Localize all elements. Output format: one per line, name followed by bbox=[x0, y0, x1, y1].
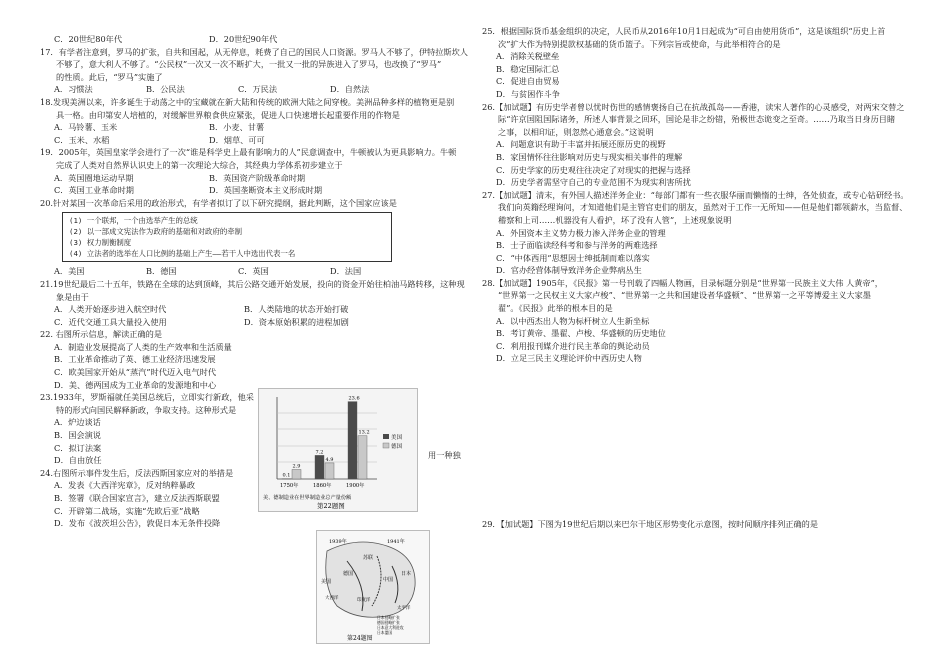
q17-stem-line: 不够了，意大利人不够了。“公民权”一次又一次不断扩大，一批又一批的异族进入了罗马，也改换了“罗马” bbox=[56, 59, 442, 70]
q16-options bbox=[40, 33, 470, 46]
option[interactable]: A．美国 bbox=[54, 266, 85, 277]
q19-stem-line: 完成了人类对自然界认识史上的第一次理论大综合，其经典力学体系初步建立于 bbox=[56, 159, 343, 170]
legend-item: 日本盟国 bbox=[377, 630, 393, 635]
chart-caption: 第22题图 bbox=[317, 502, 345, 510]
q19-options bbox=[40, 172, 470, 185]
bar-value-label: 0.1 bbox=[282, 472, 291, 479]
q26-stem-line: 际“许京国阻国际诸务，所述人事背景之回环，国论是非之纷错，殆极世态诡变之至奇。……乃取当日身历目睹 bbox=[498, 114, 896, 125]
option[interactable]: B．小麦、甘薯 bbox=[209, 122, 265, 133]
option[interactable]: B．考订黄帝、墨翟、卢梭、华盛顿的历史地位 bbox=[496, 328, 666, 339]
option[interactable]: B．公民法 bbox=[146, 84, 185, 95]
q21-stem: 21.19世纪最后二十五年，铁路在全球的达到顶峰，其后公路交通开始发展，投向的资金开始往柏油马路转移，这种现 bbox=[40, 278, 465, 289]
bar-value-label: 13.2 bbox=[358, 429, 370, 436]
option[interactable]: C．近代交通工具大量投入使用 bbox=[54, 316, 167, 327]
x-tick-label: 1860年 bbox=[313, 483, 332, 489]
outline-line: (1) 一个联邦，一个由选举产生的总统 bbox=[69, 216, 198, 226]
option[interactable]: D．官办经营体制导致洋务企业弊病丛生 bbox=[496, 265, 642, 276]
option[interactable]: C．拟订法案 bbox=[54, 442, 102, 453]
q24-map-figure bbox=[316, 530, 430, 644]
map-label: 中国 bbox=[383, 577, 394, 583]
q27-stem: 27.【加试题】清末，有外国人描述洋务企业：“每部门都有一些衣服华丽而懒惰的士绅，各处侦查，或专心钻研经书。 bbox=[482, 189, 909, 200]
map-label: 大西洋 bbox=[325, 596, 339, 601]
outline-line: (4) 立法者的选举在人口比例的基础上产生——若干人中选出代表一名 bbox=[69, 249, 296, 259]
option[interactable]: C．万民法 bbox=[238, 84, 278, 95]
option[interactable]: B．家国情怀往往影响对历史与现实相关事件的理解 bbox=[496, 151, 683, 162]
q28-stem: 28.【加试题】1905年，《民报》第一号刊载了四幅人物画，目录标题分别是“世界第一民族主义大伟 人黄帝”， bbox=[482, 277, 883, 288]
option[interactable]: B．英国资产阶级革命时期 bbox=[209, 172, 306, 183]
map-label: 1939年 bbox=[329, 539, 347, 545]
q28-stem-line: “世界第一之民权主义大家卢梭”、“世界第一之共和国建设者华盛顿”、“世界第一之平等博爱主义大家墨 bbox=[498, 290, 871, 301]
option[interactable]: D．自然法 bbox=[330, 84, 370, 95]
option[interactable]: C．“中体西用”思想因士绅抵制而难以落实 bbox=[496, 252, 650, 263]
option[interactable]: D．自由放任 bbox=[54, 455, 102, 466]
option[interactable]: C．20世纪80年代 bbox=[54, 34, 123, 44]
option[interactable]: D．烟草、可可 bbox=[209, 134, 265, 145]
q23-stem: 23.1933年，罗斯福就任美国总统后，立即实行新政，他采 bbox=[40, 392, 254, 403]
map-label: 1941年 bbox=[387, 539, 405, 545]
legend-item: 日本意大利进攻 bbox=[377, 625, 404, 630]
option[interactable]: B．工业革命推动了英、德工业经济迅速发展 bbox=[54, 354, 216, 365]
option[interactable]: C．英国 bbox=[238, 266, 269, 277]
q17-stem: 17．有学者注意到，罗马的扩张，自共和国起，从无停息，耗费了自己的国民人口资源。罗马人不够了，伊特拉斯坎人 bbox=[40, 46, 468, 57]
q18-options bbox=[40, 121, 470, 134]
q22-chart-figure bbox=[258, 388, 418, 512]
bar-value-label: 2.9 bbox=[292, 463, 301, 470]
q23-stem-line: 特的形式向国民解释新政，争取支持。这种形式是 bbox=[56, 404, 237, 415]
q24-war-map bbox=[317, 531, 429, 643]
option[interactable]: D．立足三民主义理论评价中西历史人物 bbox=[496, 353, 642, 364]
q27-stem-line: 稽察和上司……机器没有人看护，坏了没有人管”，上述现象说明 bbox=[498, 214, 732, 225]
bar-us-2 bbox=[348, 402, 357, 479]
q19-stem: 19．2005年，英国皇家学会进行了一次“谁是科学史上最有影响力的人”民意调查中，牛顿被认为更具影响力。牛顿 bbox=[40, 147, 457, 158]
q17-stem-line: 的性质。此后，“罗马”实施了 bbox=[56, 71, 163, 82]
option[interactable]: D．与贫困作斗争 bbox=[496, 88, 560, 99]
option[interactable]: B．国会演说 bbox=[54, 430, 101, 441]
option[interactable]: D．英国垄断资本主义形成时期 bbox=[209, 185, 323, 196]
chart-caption-top: 美、德制造业在世界制造业总产量份额 bbox=[263, 495, 352, 501]
q18-options-2 bbox=[40, 134, 470, 147]
right-column bbox=[482, 0, 922, 365]
outline-line: (2) 以一部成文宪法作为政府的基础和对政府的牵制 bbox=[69, 227, 243, 237]
option[interactable]: D．发布《波茨坦公告》，敦促日本无条件投降 bbox=[54, 518, 221, 529]
map-label: 太平洋 bbox=[397, 606, 411, 611]
x-tick-label: 1900年 bbox=[346, 483, 365, 489]
q22-bar-chart bbox=[259, 389, 417, 511]
q28-stem-line: 翟”。《民报》此举的根本目的是 bbox=[498, 303, 613, 314]
option[interactable]: B．德国 bbox=[146, 266, 177, 277]
q24-stem: 24.右图所示事件发生后，反法西斯国家应对的举措是 bbox=[40, 467, 234, 478]
q27-stem-line: 我们向英籍经理询问，才知道他们是主管官吏们的朋友，虽然对于工作一无所知——但是他们都领薪水，当监督、 bbox=[498, 202, 908, 213]
option[interactable]: A．习惯法 bbox=[54, 84, 93, 95]
q26-stem-line: 之事，以相印证，则忽然心通意会。”这说明 bbox=[498, 126, 654, 137]
option[interactable]: C．英国工业革命时期 bbox=[54, 185, 134, 196]
bar-de-0 bbox=[292, 469, 301, 479]
q25-stem-line: 次”扩大作为特别提款权基础的货币篮子。下列宗旨或使命，与此举相符合的是 bbox=[498, 38, 781, 49]
option[interactable]: C．利用报刊媒介进行民主革命的舆论动员 bbox=[496, 340, 650, 351]
legend-item: 日本侵略扩张 bbox=[377, 615, 400, 620]
legend-us: 美国 bbox=[391, 435, 403, 441]
bar-value-label: 7.2 bbox=[315, 449, 324, 456]
map-caption: 第24题图 bbox=[347, 635, 373, 642]
option[interactable]: A．炉边谈话 bbox=[54, 417, 101, 428]
q17-options bbox=[40, 83, 470, 96]
q19-options-2 bbox=[40, 184, 470, 197]
q20-outline-box bbox=[62, 212, 392, 262]
legend-item: 德国侵略扩张 bbox=[377, 620, 400, 625]
option[interactable]: B．签署《联合国家宣言》，建立反法西斯联盟 bbox=[54, 493, 220, 503]
option[interactable]: D．法国 bbox=[330, 266, 362, 277]
option[interactable]: A．发表《大西洋宪章》，反对纳粹暴政 bbox=[54, 480, 196, 491]
bar-value-label: 4.9 bbox=[325, 456, 334, 463]
bar-us-1 bbox=[315, 455, 324, 479]
q18-stem: 18.发现美洲以来，许多诞生于动荡之中的宝藏就在新大陆和传统的欧洲大陆之间穿梭。美洲品种多样的植物更是别 bbox=[40, 96, 455, 107]
q29-stem: 29．【加试题】下图为19世纪后期以来巴尔干地区形势变化示意图，按时间顺序排列正确的是 bbox=[482, 519, 819, 529]
option[interactable]: C．促进自由贸易 bbox=[496, 76, 560, 87]
bar-de-1 bbox=[325, 463, 334, 479]
legend-swatch-de bbox=[383, 443, 389, 448]
legend-de: 德国 bbox=[391, 444, 403, 450]
option[interactable]: A．问题意识有助于丰富并拓展还原历史的视野 bbox=[496, 139, 666, 150]
q21-stem-line: 象是由于 bbox=[56, 291, 89, 302]
q20-options bbox=[40, 265, 470, 278]
q21-options-2 bbox=[40, 316, 470, 329]
map-label: 日本 bbox=[401, 571, 412, 577]
option[interactable]: C．欧美国家开始从“蒸汽”时代迈入电气时代 bbox=[54, 367, 217, 378]
option[interactable]: A．马铃薯、玉米 bbox=[54, 122, 118, 133]
bar-value-label: 23.6 bbox=[348, 395, 360, 402]
option[interactable]: C．历史学家的历史观往往决定了对现实的把握与选择 bbox=[496, 164, 691, 175]
outline-line: (3) 权力制衡制度 bbox=[69, 238, 132, 248]
option[interactable]: A．以中西杰出人物为标杆树立人生新坐标 bbox=[496, 315, 650, 326]
option[interactable]: B．稳定国际汇总 bbox=[496, 63, 560, 74]
q25-stem: 25．根据国际货币基金组织的决定，人民币从2016年10月1日起成为“可自由使用货币”，这是该组织“历史上首 bbox=[482, 26, 886, 36]
q20-stem: 20.针对某国一次革命后采用的政治形式，有学者拟订了以下研究提纲，据此判断，这个国家应该是 bbox=[40, 197, 397, 208]
q22-stem: 22. 右图所示信息，解读正确的是 bbox=[40, 329, 163, 340]
bar-de-2 bbox=[358, 436, 367, 479]
option[interactable]: C．开辟第二战场，实施“先欧后亚”战略 bbox=[54, 505, 200, 516]
map-label: 苏联 bbox=[363, 555, 374, 561]
map-label: 印度洋 bbox=[357, 598, 371, 603]
q26-stem: 26.【加试题】有历史学者曾以忧时伤世的感情褒扬自己在抗战孤岛——香港，读宋人著作的心灵感受，对两宋交替之 bbox=[482, 101, 905, 112]
map-label: 美国 bbox=[321, 579, 332, 585]
option[interactable]: D．历史学者需坚守自己的专业范围不为现实利害所扰 bbox=[496, 177, 691, 188]
option[interactable]: C．玉米、水稻 bbox=[54, 134, 110, 145]
option[interactable]: B．人类陆地的状态开始打破 bbox=[244, 304, 349, 315]
option[interactable]: B．士子面临读经科考和参与洋务的两难选择 bbox=[496, 240, 658, 251]
option[interactable]: D．美、德两国成为工业革命的发源地和中心 bbox=[54, 379, 217, 390]
q23-stem-tail: 用一种独 bbox=[428, 450, 461, 460]
legend-swatch-us bbox=[383, 434, 389, 439]
option[interactable]: A．外国资本主义势力极力渗入洋务企业的管理 bbox=[496, 227, 666, 238]
option[interactable]: A．人类开始逐步进入航空时代 bbox=[54, 304, 167, 315]
option[interactable]: A．制造业发展提高了人类的生产效率和生活质量 bbox=[54, 341, 232, 352]
option[interactable]: A．英国圈地运动早期 bbox=[54, 172, 134, 183]
q21-options bbox=[40, 303, 470, 316]
map-label: 德国 bbox=[343, 571, 354, 577]
x-tick-label: 1750年 bbox=[280, 483, 299, 489]
option[interactable]: A．消除关税壁垒 bbox=[496, 51, 560, 62]
option[interactable]: D．资本原始积累的进程加剧 bbox=[244, 316, 349, 327]
q18-stem-line: 具一格。由印第安人培植的，对缓解世界粮食供应紧张，促进人口快速增长起重要作用的作物是 bbox=[56, 109, 400, 120]
option[interactable]: D．20世纪90年代 bbox=[209, 34, 278, 44]
